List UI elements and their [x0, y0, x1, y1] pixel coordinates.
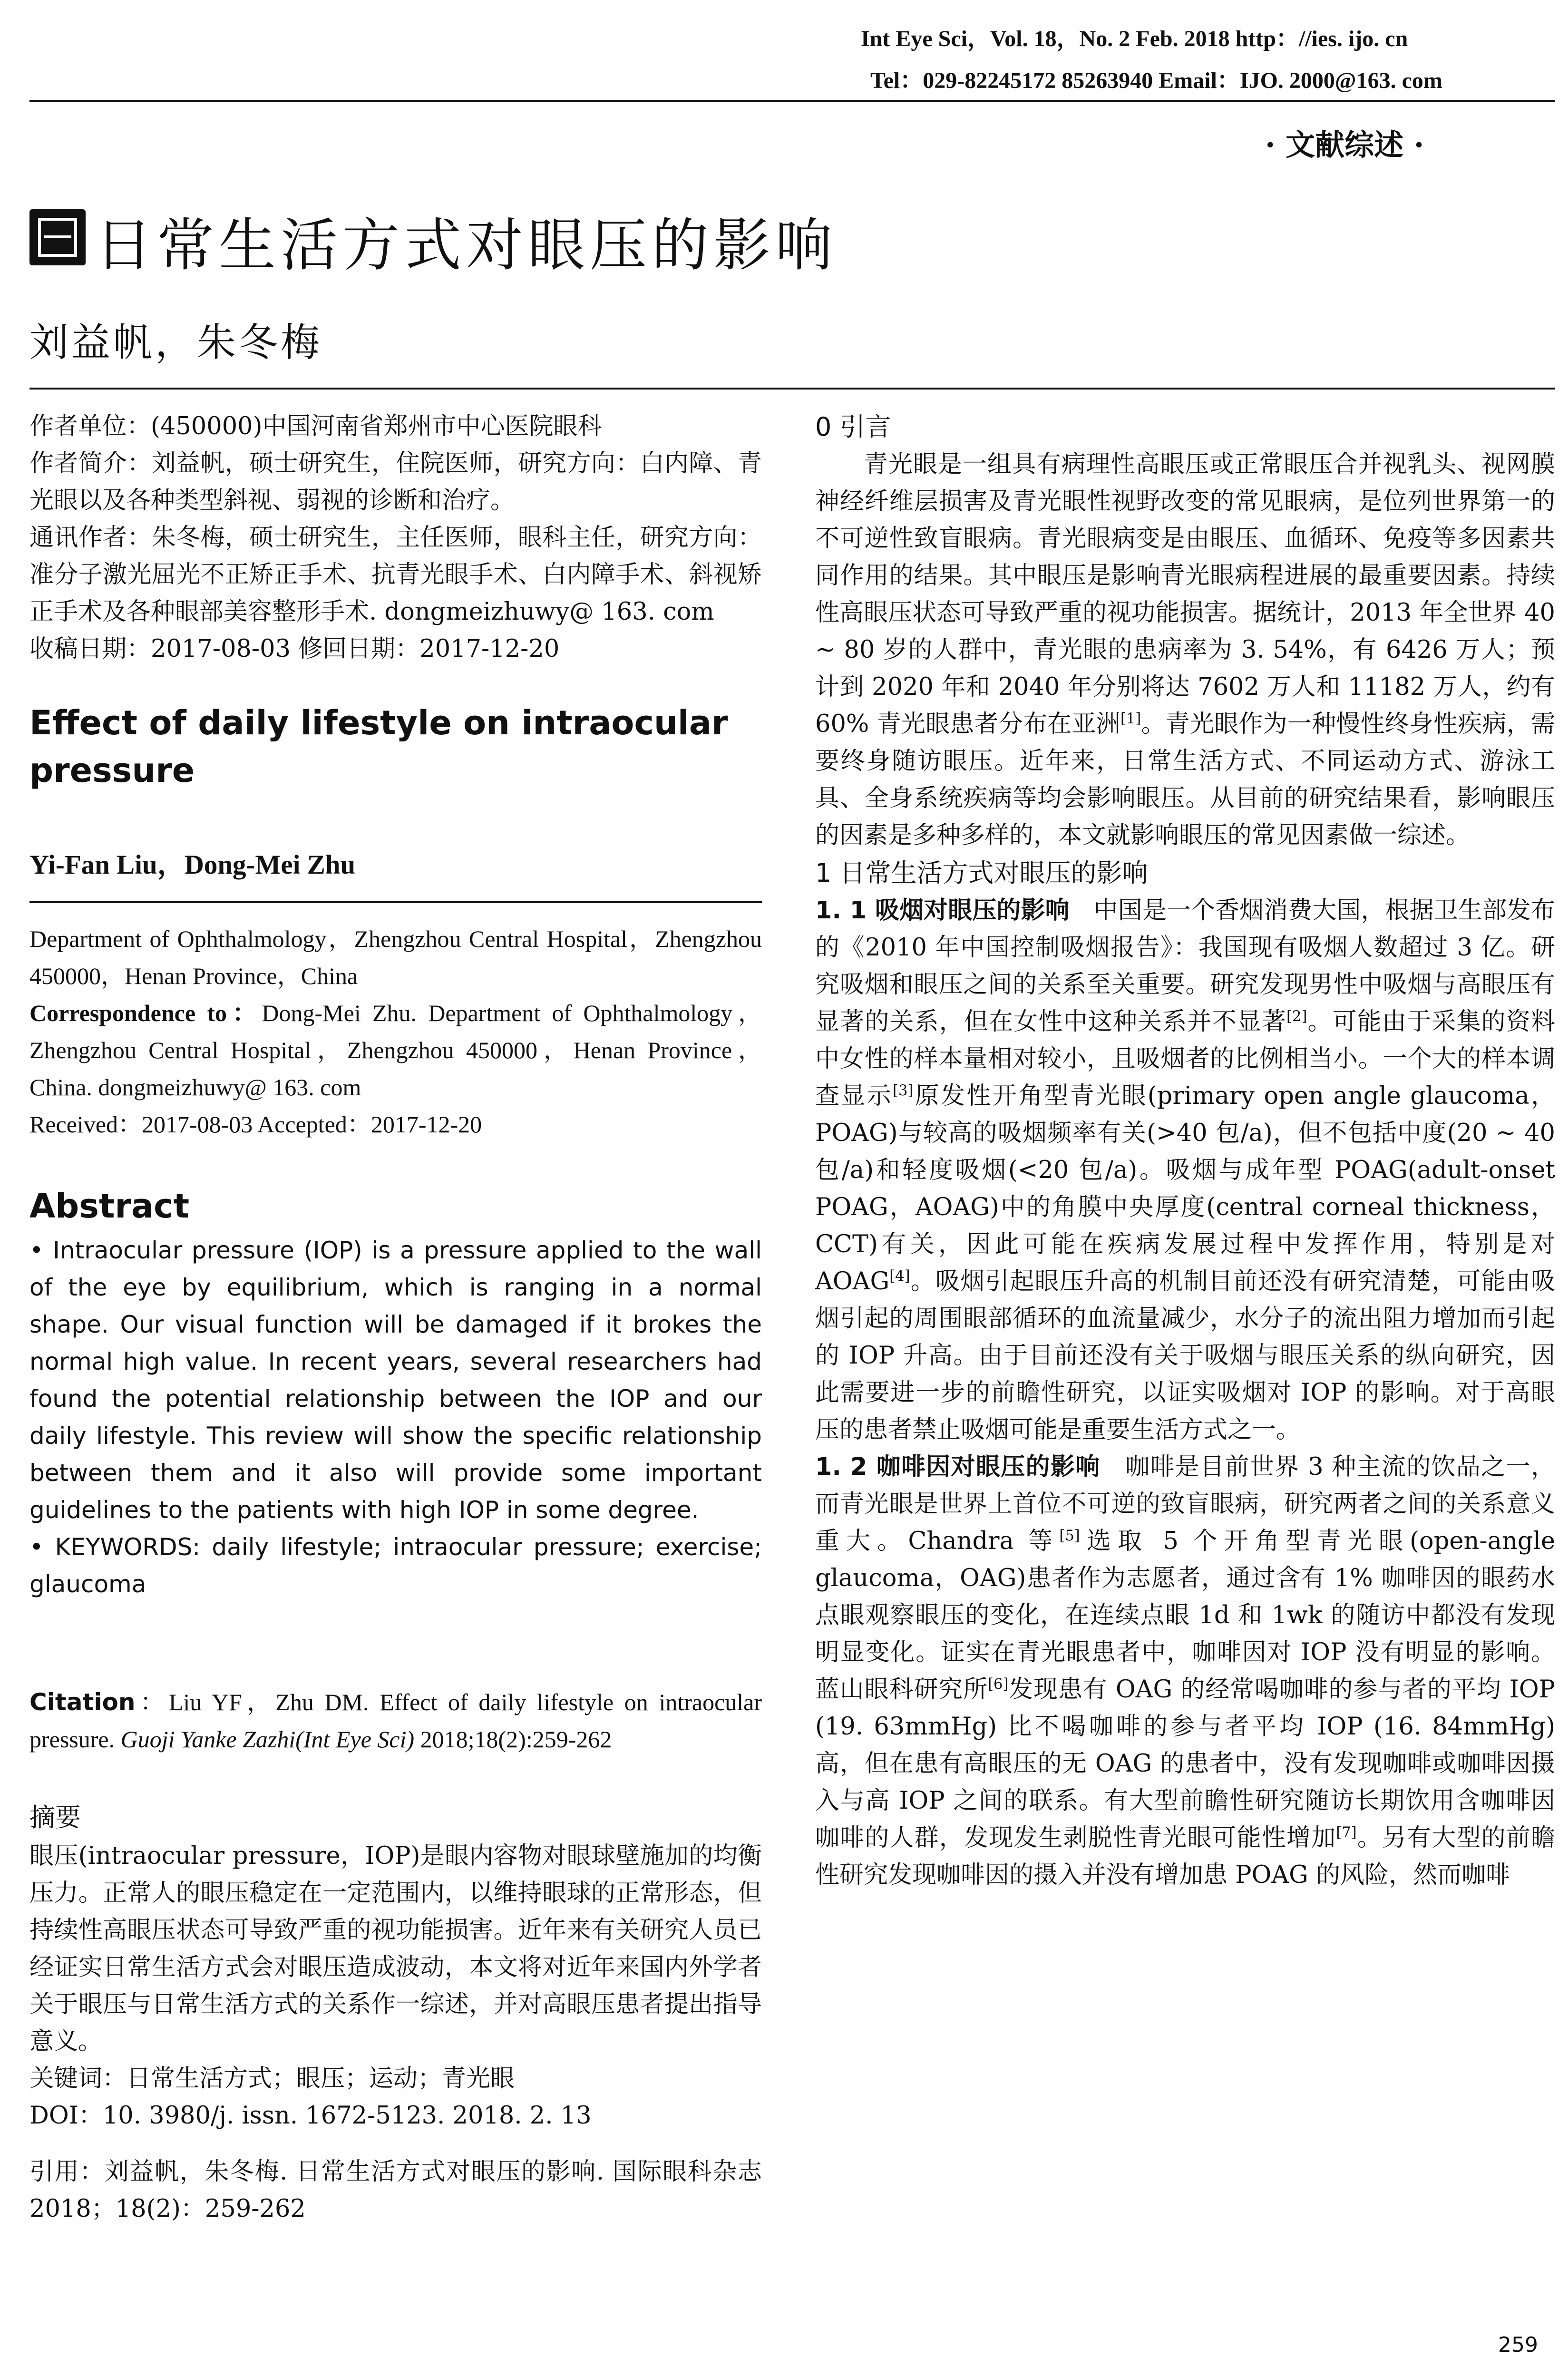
affiliation-unit: 作者单位：(450000)中国河南省郑州市中心医院眼科: [29, 412, 602, 440]
citation-tail: 2018;18(2):259-262: [420, 1726, 612, 1753]
body-column: [815, 408, 1555, 1894]
paragraph-text: 。吸烟引起眼压升高的机制目前还没有研究清楚，可能由吸烟引起的周围眼部循环的血流量减少，水分子的流出阻力增加而引起的 IOP 升高。由于目前还没有关于吸烟与眼压关系的纵向研究，因此需要进一步的前瞻性研究，以证实吸烟对 IOP 的影响。对于高眼压的患者禁止吸烟可能是重要生活方式之一。: [815, 1267, 1555, 1444]
chinese-keywords-label: 关键词：: [29, 2065, 127, 2093]
citation-journal: Guoji Yanke Zazhi(Int Eye Sci): [120, 1726, 415, 1753]
abstract-heading: Abstract: [29, 1187, 190, 1226]
english-title: Effect of daily lifestyle on intraocular pressure: [29, 703, 728, 790]
citation-text: ：Liu YF，Zhu DM. Effect of daily lifestyle on intraocular pressure.: [29, 1689, 762, 1753]
paragraph-text: 选取 5 个开角型青光眼(open-angle glaucoma，OAG)患者作为志愿者，通过含有 1% 咖啡因的眼药水点眼观察眼压的变化，在连续点眼 1d 和 1wk 的随访中都没有发现明显变化。证实在青光眼患者中，咖啡因对 IOP 没有明显的影响。蓝山眼科研究所: [815, 1527, 1555, 1704]
citation-ref: [7]: [1336, 1824, 1357, 1841]
author-bio: 作者简介：刘益帆，硕士研究生，住院医师，研究方向：白内障、青光眼以及各种类型斜视、弱视的诊断和治疗。: [29, 449, 762, 515]
abstract-keywords: • KEYWORDS: daily lifestyle; intraocular pressure; exercise; glaucoma: [29, 1533, 762, 1598]
citation-ref: [4]: [889, 1268, 910, 1285]
english-authors: Yi-Fan Liu，Dong-Mei Zhu: [29, 850, 356, 880]
citation-ref: [6]: [988, 1676, 1009, 1693]
abstract-text: • Intraocular pressure (IOP) is a pressure applied to the wall of the eye by equilibrium, which is ranging in a normal shape. Our visual function will be damaged if it brokes the normal high value. In recent years, several researchers had found the potential relationship between the IOP and our daily lifestyle. This review will show the specific relationship between them and it also will provide some important guidelines to the patients with high IOP in some degree.: [29, 1237, 762, 1524]
english-department: Department of Ophthalmology，Zhengzhou Central Hospital，Zhengzhou 450000，Henan Province，China: [29, 925, 762, 989]
paragraph-text: 发现患有 OAG 的经常喝咖啡的参与者的平均 IOP (19. 63mmHg) 比不喝咖啡的参与者平均 IOP (16. 84mmHg)高，但在患有高眼压的无 OAG 的患者中，没有发现咖啡或咖啡因摄入与高 IOP 之间的联系。有大型前瞻性研究随访长期饮用含咖啡因咖啡的人群，发现发生剥脱性青光眼可能性增加: [815, 1676, 1555, 1852]
section-label: · 文献综述 ·: [1265, 127, 1424, 162]
english-correspondence: [29, 994, 762, 1106]
paragraph-text: 原发性开角型青光眼(primary open angle glaucoma，POAG)与较高的吸烟频率有关(>40 包/a)，但不包括中度(20 ~ 40 包/a)和轻度吸烟(<20 包/a)。吸烟与成年型 POAG(adult-onset POAG，AOAG)中的角膜中央厚度(central corneal thickness，CCT)有关，因此可能在疾病发展过程中发挥作用，特别是对 AOAG: [815, 1082, 1555, 1296]
authors: 刘益帆，朱冬梅: [29, 320, 323, 365]
chinese-citation: [29, 2153, 762, 2228]
journal-header-line1: Int Eye Sci，Vol. 18，No. 2 Feb. 2018 http：//ies. ijo. cn: [861, 26, 1408, 51]
paragraph-text: 。青光眼作为一种慢性终身性疾病，需要终身随访眼压。近年来，日常生活方式、不同运动方式、游泳工具、全身系统疾病等均会影响眼压。从目前的研究结果看，影响眼压的因素是多种多样的，本文就影响眼压的常见因素做一综述。: [815, 710, 1555, 849]
paragraph-text: 。另有大型的前瞻性研究发现咖啡因的摄入并没有增加患 POAG 的风险，然而咖啡: [815, 1824, 1555, 1889]
corresponding-author: 通讯作者：朱冬梅，硕士研究生，主任医师，眼科主任，研究方向：准分子激光屈光不正矫正手术、抗青光眼手术、白内障手术、斜视矫正手术及各种眼部美容整形手术. dongmeizhuwy@ 163. com: [29, 524, 762, 626]
english-affiliation-block: [29, 920, 762, 1143]
chinese-abstract-body: 眼压(intraocular pressure，IOP)是眼内容物对眼球壁施加的均衡压力。正常人的眼压稳定在一定范围内，以维持眼球的正常形态，但持续性高眼压状态可导致严重的视功能损害。近年来有关研究人员已经证实日常生活方式会对眼压造成波动，本文将对近年来国内外学者关于眼压与日常生活方式的关系作一综述，并对高眼压患者提出指导意义。: [29, 1842, 762, 2056]
page-number: 259: [1498, 2333, 1538, 2357]
section-heading-1: 1 日常生活方式对眼压的影响: [815, 858, 1148, 888]
citation-label: Citation: [29, 1688, 136, 1716]
paragraph-intro: [815, 446, 1555, 854]
title-marker-icon: [29, 209, 86, 265]
journal-header-line2: Tel：029-82245172 85263940 Email：IJO. 2000@163. com: [870, 68, 1442, 93]
section-heading-intro: 0 引言: [815, 412, 891, 442]
page-title: 日常生活方式对眼压的影响: [95, 213, 837, 279]
title-rule: [29, 388, 1555, 390]
paragraph-text: 咖啡是目前世界 3 种主流的饮品之一，而青光眼是世界上首位不可逆的致盲眼病，研究两者之间的关系意义重大。Chandra 等: [815, 1453, 1555, 1555]
citation-ref: [3]: [893, 1082, 914, 1099]
chinese-abstract-heading: 摘要: [29, 1802, 81, 1832]
header-rule: [29, 100, 1555, 102]
paragraph-caffeine: [815, 1449, 1555, 1894]
subsection-heading-1-2: 1. 2 咖啡因对眼压的影响: [815, 1453, 1101, 1481]
chinese-keywords-text: 日常生活方式；眼压；运动；青光眼: [127, 2065, 515, 2093]
paragraph-smoking: [815, 892, 1555, 1449]
paragraph-text: 中国是一个香烟消费大国，根据卫生部发布的《2010 年中国控制吸烟报告》：我国现有吸烟人数超过 3 亿。研究吸烟和眼压之间的关系至关重要。研究发现男性中吸烟与高眼压有显著的关系，但在女性中这种关系并不显著: [815, 896, 1555, 1036]
chinese-citation-label: 引用：: [29, 2158, 105, 2186]
chinese-abstract-block: [29, 1798, 762, 2228]
english-dates: Received：2017-08-03 Accepted：2017-12-20: [29, 1111, 482, 1138]
paragraph-text: 青光眼是一组具有病理性高眼压或正常眼压合并视乳头、视网膜神经纤维层损害及青光眼性视野改变的常见眼病，是位列世界第一的不可逆性致盲眼病。青光眼病变是由眼压、血循环、免疫等多因素共同作用的结果。其中眼压是影响青光眼病程进展的最重要因素。持续性高眼压状态可导致严重的视功能损害。据统计，2013 年全世界 40 ~ 80 岁的人群中，青光眼的患病率为 3. 54%，有 6426 万人；预计到 2020 年和 2040 年分别将达 7602 万人和 11182 万人，约有 60% 青光眼患者分布在亚洲: [815, 450, 1555, 738]
correspondence-text: Dong-Mei Zhu. Department of Ophthalmology，Zhengzhou Central Hospital，Zhengzhou 450000，Henan Province，China. dongmeizhuwy@ 163. com: [29, 1000, 762, 1101]
paragraph-text: 。可能由于采集的资料中女性的样本量相对较小，且吸烟者的比例相当小。一个大的样本调查显示: [815, 1008, 1555, 1110]
english-authors-rule: [29, 901, 762, 903]
correspondence-label: Correspondence to：: [29, 1000, 262, 1026]
citation-ref: [2]: [1286, 1008, 1307, 1025]
doi: DOI：10. 3980/j. issn. 1672-5123. 2018. 2. 13: [29, 2102, 592, 2130]
abstract-body: [29, 1232, 762, 1603]
citation-block: [29, 1684, 762, 1758]
received-dates: 收稿日期：2017-08-03 修回日期：2017-12-20: [29, 635, 560, 663]
chinese-keywords: [29, 2060, 762, 2097]
affiliation-block: [29, 408, 762, 668]
subsection-heading-1-1: 1. 1 吸烟对眼压的影响: [815, 896, 1070, 925]
citation-ref: [1]: [1120, 711, 1141, 727]
chinese-citation-text: 刘益帆，朱冬梅. 日常生活方式对眼压的影响. 国际眼科杂志 2018；18(2)：259-262: [29, 2158, 762, 2223]
citation-ref: [5]: [1059, 1528, 1080, 1544]
